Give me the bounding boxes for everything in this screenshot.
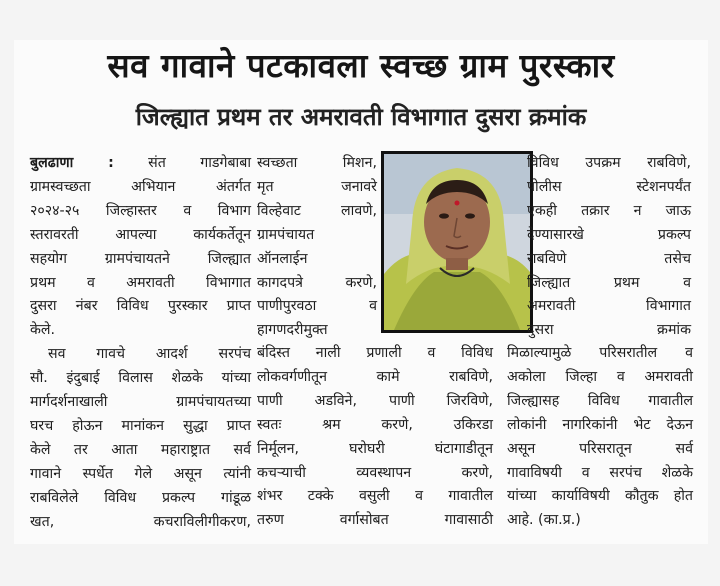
column-2-line: हागणदरीमुक्त — [257, 322, 328, 339]
column-1-line: केले. — [30, 322, 56, 339]
article-column-3-top — [527, 152, 691, 343]
column-2-line: ऑनलाईन — [257, 250, 308, 267]
article-column-1 — [30, 152, 251, 535]
headline: सव गावाने पटकावला स्वच्छ ग्राम पुरस्कार — [107, 46, 615, 85]
column-3-line: राबविणे तसेच — [527, 250, 691, 267]
column-1-line: मार्गदर्शनाखाली ग्रामपंचायतच्या — [30, 394, 251, 411]
column-2-line: कचऱ्याची व्यवस्थापन करणे, — [257, 464, 493, 481]
subheadline: जिल्ह्यात प्रथम तर अमरावती विभागात दुसरा क्रमांक — [135, 103, 587, 131]
column-3-line: विविध उपक्रम राबविणे, — [527, 155, 691, 171]
column-3-line: गावाविषयी व सरपंच शेळके — [507, 464, 693, 481]
column-3-line: आहे. (का.प्र.) — [507, 512, 581, 529]
column-3-line: जिल्ह्यासह विविध गावातील — [507, 392, 693, 409]
column-3-line: अमरावती विभागात — [527, 298, 691, 315]
column-1-line: राबविलेले विविध प्रकल्प गांडूळ — [30, 489, 251, 506]
column-3-line: मिळाल्यामुळे परिसरातील व — [507, 345, 693, 361]
column-2-line: स्वतः श्रम करणे, उकिरडा — [257, 416, 493, 433]
column-3-line: लोकांनी नागरिकांनी भेट देऊन — [507, 416, 693, 433]
column-2-line: निर्मूलन, घरोघरी घंटागाडीतून — [257, 440, 493, 457]
column-3-line: देण्यासारखे प्रकल्प — [527, 226, 691, 243]
column-2-line: मृत जनावरे — [257, 178, 377, 195]
column-1-line: सहयोग ग्रामपंचायतने जिल्ह्यात — [30, 250, 251, 267]
article-column-2-top — [257, 152, 377, 343]
article-column-3-bottom — [507, 342, 693, 533]
column-1-text: संत गाडगेबाबा — [148, 155, 252, 171]
column-2-line: तरुण वर्गासोबत गावासाठी — [257, 512, 493, 529]
newspaper-clipping — [14, 40, 708, 544]
column-1-line: सौ. इंदुबाई विलास शेळके यांच्या — [30, 370, 251, 387]
column-1-line: २०२४-२५ जिल्हास्तर व विभाग — [30, 202, 251, 219]
portrait-image — [384, 154, 530, 330]
column-1-line: दुसरा नंबर विविध पुरस्कार प्राप्त — [30, 298, 251, 315]
dateline: बुलढाणा : — [30, 155, 114, 171]
column-3-line: जिल्ह्यात प्रथम व — [527, 274, 691, 291]
column-1-line: सव गावचे आदर्श सरपंच — [48, 346, 251, 363]
column-3-line: पोलीस स्टेशनपर्यंत — [527, 178, 691, 195]
article-column-2-bottom — [257, 342, 493, 533]
column-2-line: विल्हेवाट लावणे, — [257, 202, 377, 219]
column-1-line: गावाने स्पर्धेत गेले असून त्यांनी — [30, 465, 251, 482]
column-1-line: घरच होऊन मानांकन सुद्धा प्राप्त — [30, 417, 251, 434]
column-2-line: ग्रामपंचायत — [257, 226, 315, 243]
column-1-line: स्तरावरती आपल्या कार्यकर्तेतून — [30, 226, 251, 243]
column-3-line: दुसरा क्रमांक — [527, 322, 691, 339]
column-2-line: बंदिस्त नाली प्रणाली व विविध — [257, 345, 493, 361]
column-3-line: यांच्या कार्याविषयी कौतुक होत — [507, 488, 693, 505]
column-1-line: ग्रामस्वच्छता अभियान अंतर्गत — [30, 178, 251, 195]
column-2-line: कागदपत्रे करणे, — [257, 274, 377, 291]
sarpanch-photo — [381, 151, 533, 333]
column-2-line: शंभर टक्के वसुली व गावातील — [257, 488, 493, 505]
column-2-line: लोकवर्गणीतून कामे राबविणे, — [257, 368, 493, 385]
column-1-line-0 — [30, 152, 251, 176]
column-2-line: स्वच्छता मिशन, — [257, 155, 377, 171]
column-2-line: पाणीपुरवठा व — [257, 298, 377, 315]
column-2-line: पाणी अडविने, पाणी जिरविणे, — [257, 392, 493, 409]
column-3-line: एकही तक्रार न जाऊ — [527, 202, 691, 219]
column-1-line: प्रथम व अमरावती विभागात — [30, 274, 251, 291]
column-3-line: असून परिसरातून सर्व — [507, 440, 693, 457]
column-1-line: केले तर आता महाराष्ट्रात सर्व — [30, 441, 251, 458]
column-3-line: अकोला जिल्हा व अमरावती — [507, 368, 693, 385]
column-1-line: खत, कचराविलीगीकरण, — [30, 513, 251, 530]
